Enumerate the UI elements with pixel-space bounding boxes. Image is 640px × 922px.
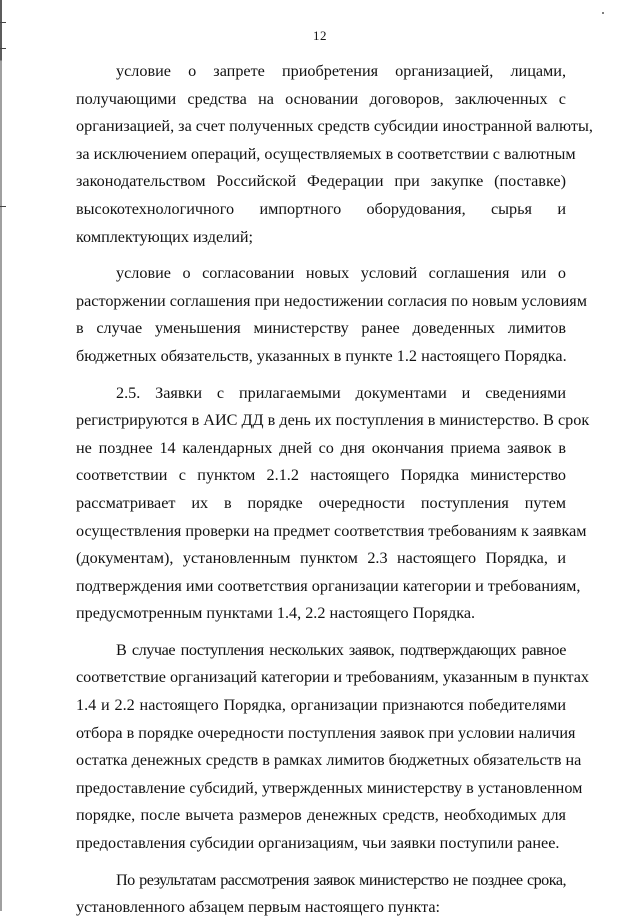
text-line: предоставление субсидий, утвержденных министерству в установленном bbox=[76, 778, 583, 797]
text-line: осуществления проверки на предмет соответствия требованиям к заявкам bbox=[76, 521, 587, 540]
text-line: 2.5. Заявки с прилагаемыми документами и сведениями bbox=[116, 383, 566, 402]
text-line: бюджетных обязательств, указанных в пункте 1.2 настоящего Порядка. bbox=[76, 346, 567, 365]
text-line: подтверждения ими соответствия организации категории и требованиям, bbox=[76, 576, 581, 595]
scan-mark bbox=[0, 206, 6, 207]
paragraph-currency-condition bbox=[76, 58, 593, 251]
text-line: условие о согласовании новых условий соглашения или о bbox=[116, 264, 566, 283]
text-line: В случае поступления нескольких заявок, подтверждающих равное bbox=[116, 640, 566, 659]
scan-mark bbox=[0, 22, 6, 23]
paragraph-review-results bbox=[76, 867, 566, 922]
text-line: установленного абзацем первым настоящего пункта: bbox=[76, 898, 441, 917]
text-line: комплектующих изделий; bbox=[76, 227, 254, 246]
scan-mark bbox=[0, 48, 6, 49]
text-line: 1.4 и 2.2 настоящего Порядка, организации признаются победителями bbox=[76, 696, 566, 715]
text-line: условие о запрете приобретения организацией, лицами, bbox=[116, 62, 566, 80]
page-number: 12 bbox=[313, 28, 327, 43]
text-line: соответствии с пунктом 2.1.2 настоящего Порядка министерство bbox=[76, 466, 566, 485]
document-body bbox=[76, 58, 593, 922]
text-line: организацией, за счет полученных средств субсидии иностранной валюты, bbox=[76, 117, 593, 136]
text-line: получающими средства на основании договоров, заключенных с bbox=[76, 89, 566, 108]
text-line: соответствие организаций категории и требованиям, указанным в пунктах bbox=[76, 668, 590, 687]
text-line: в случае уменьшения министерству ранее доведенных лимитов bbox=[76, 319, 566, 338]
text-line: По результатам рассмотрения заявок министерство не позднее срока, bbox=[116, 870, 566, 889]
text-line: высокотехнологичного импортного оборудования, сырья и bbox=[76, 199, 566, 218]
text-line: рассматривает их в порядке очередности поступления путем bbox=[76, 493, 566, 512]
text-line: за исключением операций, осуществляемых в соответствии с валютным bbox=[76, 144, 576, 163]
text-line: остатка денежных средств в рамках лимитов бюджетных обязательств на bbox=[76, 751, 582, 770]
text-line: не позднее 14 календарных дней со дня окончания приема заявок в bbox=[76, 438, 566, 457]
scan-edge bbox=[0, 0, 2, 911]
paragraph-section-2-5 bbox=[76, 380, 590, 628]
text-line: отбора в порядке очередности поступления заявок при условии наличия bbox=[76, 723, 576, 742]
text-line: регистрируются в АИС ДД в день их поступления в министерство. В срок bbox=[76, 411, 590, 430]
text-line: (документам), установленным пунктом 2.3 настоящего Порядка, и bbox=[76, 549, 566, 568]
paragraph-agreement-condition bbox=[76, 260, 587, 370]
text-line: предусмотренным пунктами 1.4, 2.2 настоящего Порядка. bbox=[76, 604, 476, 623]
paragraph-multiple-applications bbox=[76, 637, 590, 858]
text-line: порядке, после вычета размеров денежных средств, необходимых для bbox=[76, 806, 566, 825]
text-line: законодательством Российской Федерации при закупке (поставке) bbox=[76, 172, 566, 191]
text-line: расторжении соглашения при недостижении согласия по новым условиям bbox=[76, 291, 587, 310]
scan-dot bbox=[602, 12, 604, 14]
text-line: предоставления субсидии организациям, чьи заявки поступили ранее. bbox=[76, 834, 560, 853]
